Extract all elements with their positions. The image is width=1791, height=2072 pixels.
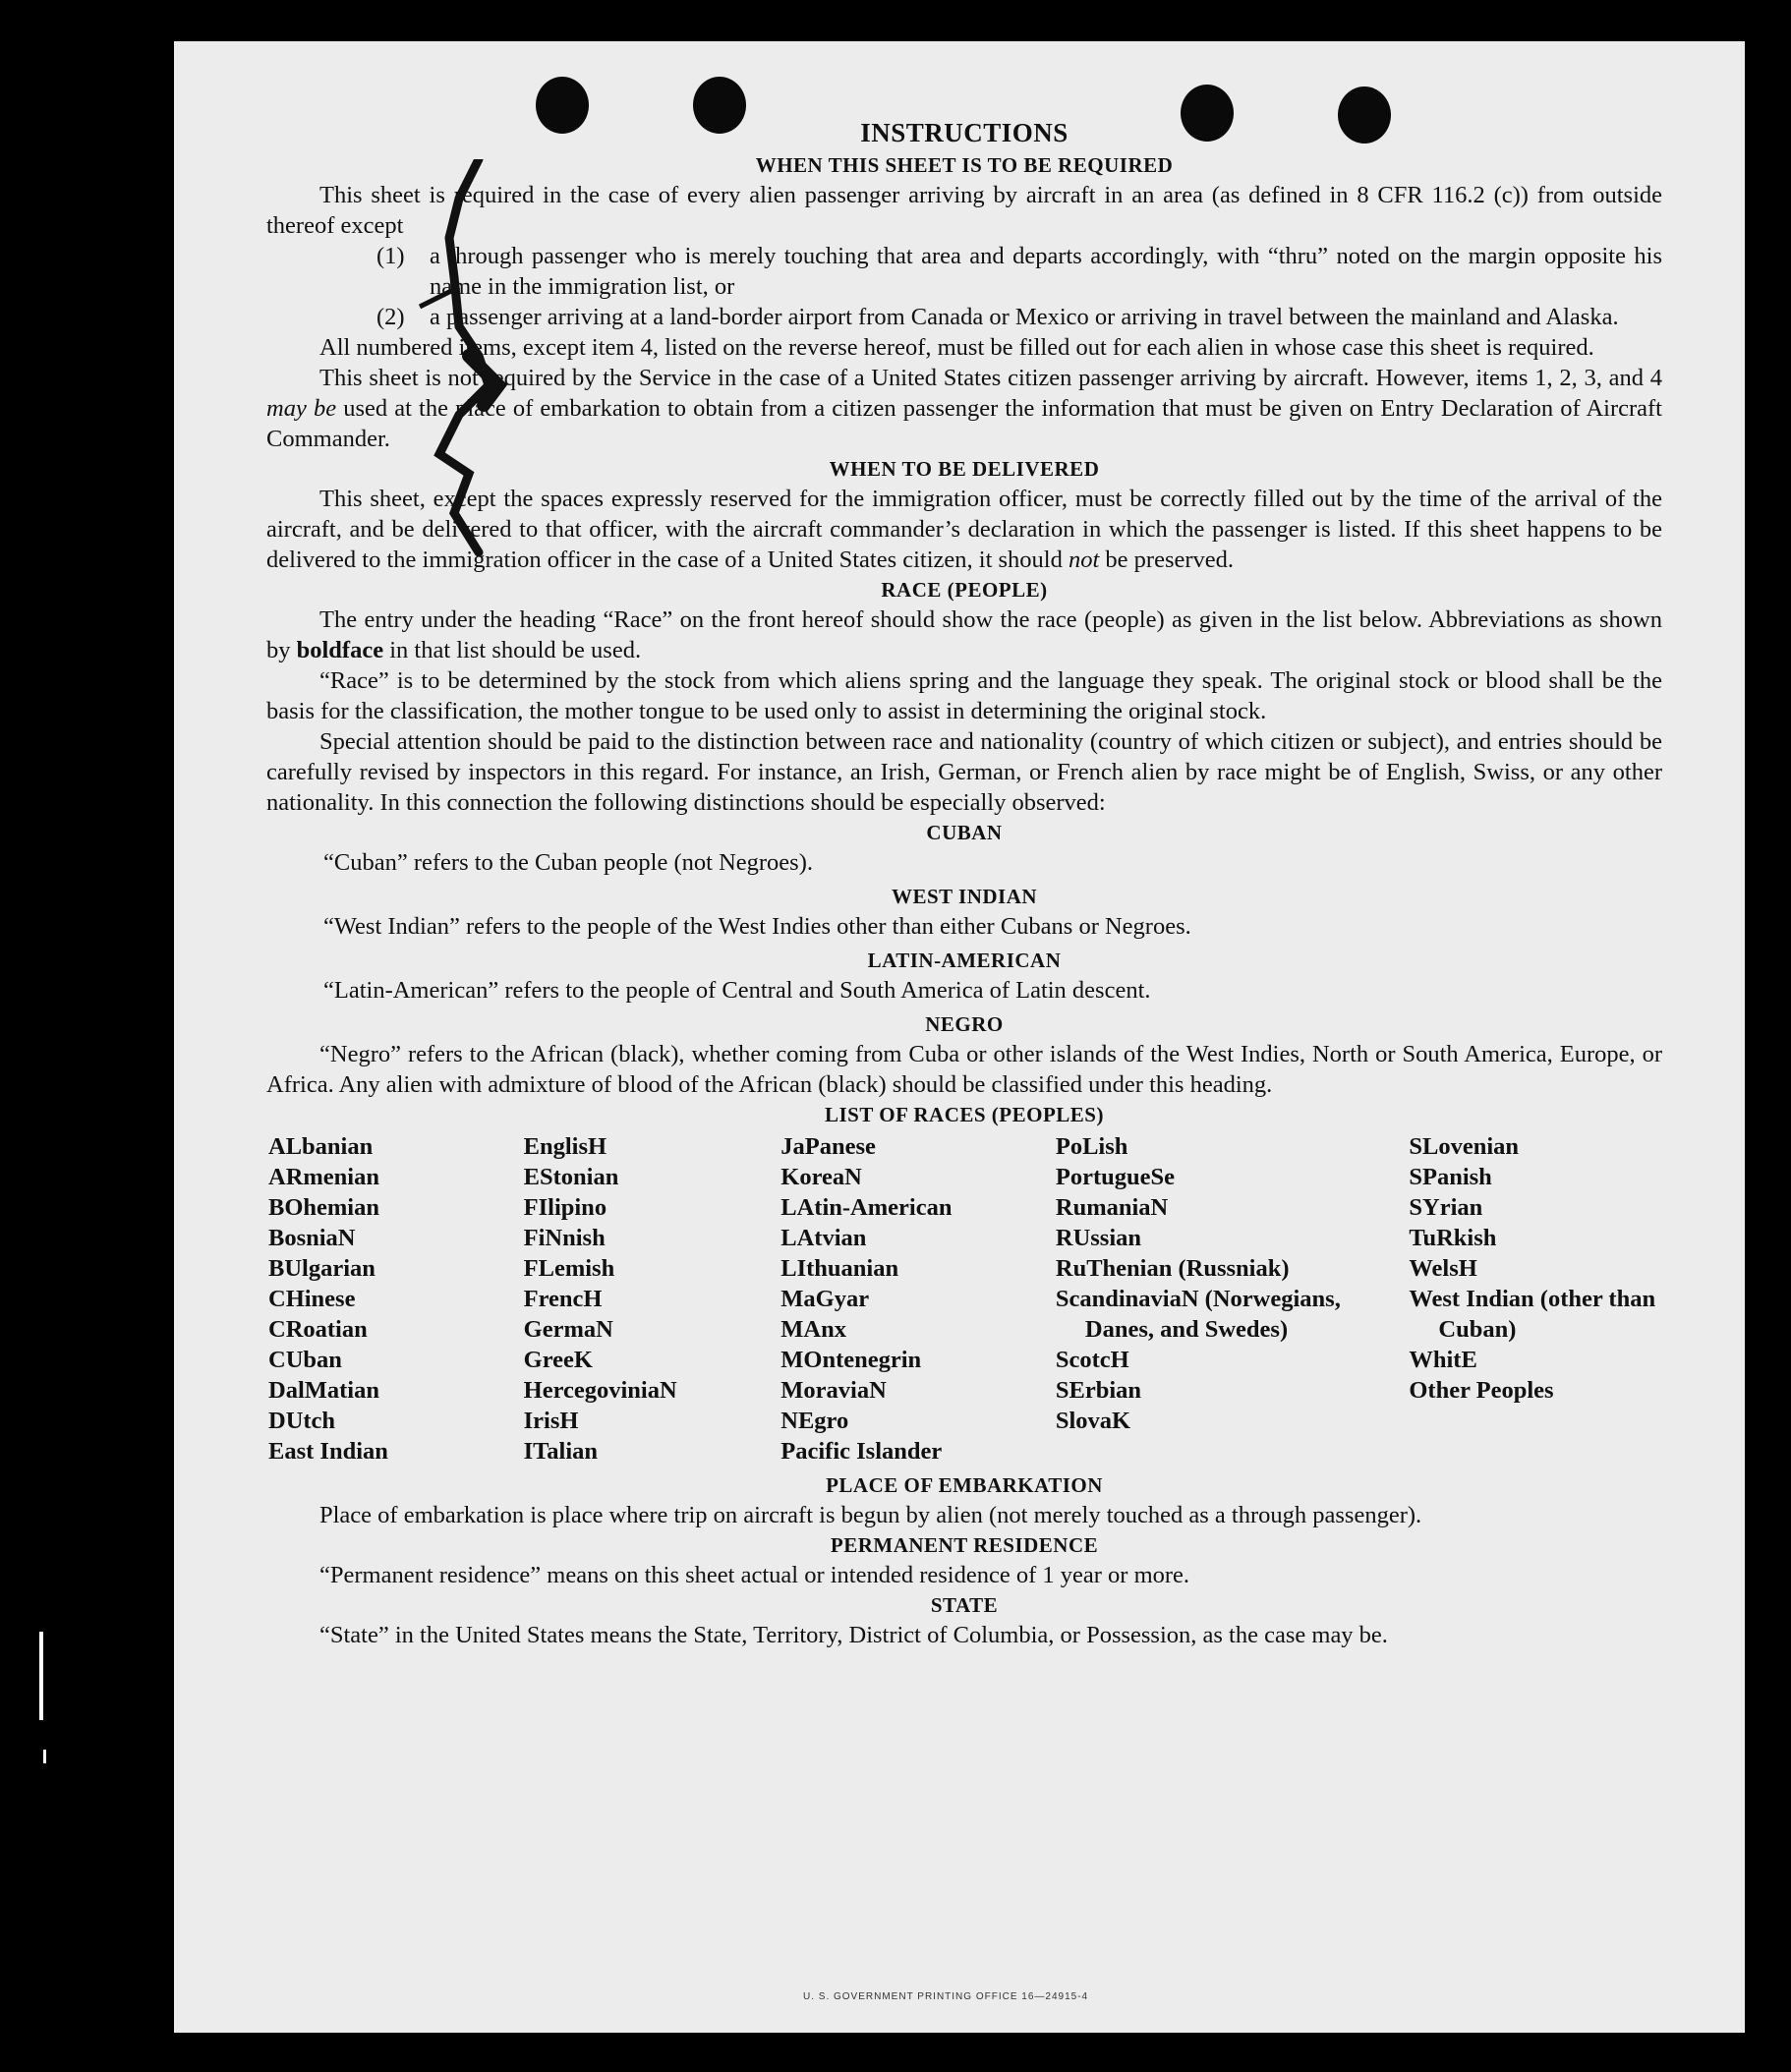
paragraph xyxy=(266,604,1662,665)
race-item: LAtvian xyxy=(780,1225,867,1251)
race-item: FLemish xyxy=(523,1255,615,1282)
race-item: BOhemian xyxy=(268,1194,379,1221)
paragraph: “Permanent residence” means on this sheet actual or intended residence of 1 year or more. xyxy=(319,1562,1190,1588)
race-item: ALbanian xyxy=(268,1133,374,1160)
bold-text: boldface xyxy=(296,637,384,663)
paragraph xyxy=(266,484,1662,575)
text-run: in that list should be used. xyxy=(383,637,642,663)
emphasis-text: not xyxy=(1068,547,1100,573)
race-item: TuRkish xyxy=(1409,1225,1497,1251)
definition-text: “West Indian” refers to the people of the West Indies other than either Cubans or Negroes. xyxy=(323,913,1191,940)
paragraph: “State” in the United States means the State, Territory, District of Columbia, or Possession, as the case may be. xyxy=(319,1622,1388,1648)
paragraph: “Race” is to be determined by the stock from which aliens spring and the language they speak. The original stock or blood shall be the basis for the classification, the mother tongue to be used only to assist in determining the original stock. xyxy=(266,667,1662,724)
race-item: SlovaK xyxy=(1055,1408,1131,1434)
printer-imprint: U. S. GOVERNMENT PRINTING OFFICE 16—24915-4 xyxy=(803,1991,1089,2002)
section-heading-race: RACE (PEOPLE) xyxy=(881,578,1048,602)
race-item: IrisH xyxy=(523,1408,579,1434)
section-heading-when-required: WHEN THIS SHEET IS TO BE REQUIRED xyxy=(755,153,1174,177)
race-item: EnglisH xyxy=(523,1133,607,1160)
race-item: LAtin-American xyxy=(780,1194,953,1221)
item-number: (1) xyxy=(376,243,405,269)
section-heading-cuban: CUBAN xyxy=(926,821,1003,844)
list-item xyxy=(376,302,1662,332)
race-item: RUssian xyxy=(1055,1225,1142,1251)
race-item: FIlipino xyxy=(523,1194,607,1221)
definition-text: “Negro” refers to the African (black), whether coming from Cuba or other islands of the West Indies, North or South America, Europe, or Africa. Any alien with admixture of blood of the African (black) should be classified under this heading. xyxy=(266,1041,1662,1098)
race-item: ITalian xyxy=(523,1438,599,1465)
race-item: PoLish xyxy=(1055,1133,1128,1160)
race-column xyxy=(1056,1131,1410,1467)
race-item: East Indian xyxy=(268,1438,388,1465)
race-item: ARmenian xyxy=(268,1164,379,1190)
race-item: Other Peoples xyxy=(1409,1377,1554,1404)
paragraph xyxy=(266,363,1662,454)
race-item: West Indian (other than Cuban) xyxy=(1409,1286,1656,1343)
race-item: ScotcH xyxy=(1055,1347,1129,1373)
paragraph: This sheet is required in the case of every alien passenger arriving by aircraft in an area (as defined in 8 CFR 116.2 (c)) from outside thereof except xyxy=(266,182,1662,239)
section-heading-embarkation: PLACE OF EMBARKATION xyxy=(826,1473,1103,1497)
emphasis-text: may be xyxy=(266,395,337,422)
race-item: MAnx xyxy=(780,1316,846,1343)
scan-mark xyxy=(39,1632,43,1720)
race-item: MOntenegrin xyxy=(780,1347,922,1373)
item-text: a passenger arriving at a land-border airport from Canada or Mexico or arriving in travel between the mainland and Alaska. xyxy=(430,304,1619,330)
race-column xyxy=(1409,1131,1662,1467)
text-run: The entry under the heading “Race” on the front hereof should show the race (people) as given in the list below. Abbreviations as shown by xyxy=(266,606,1662,663)
race-item: RumaniaN xyxy=(1055,1194,1169,1221)
race-item: CHinese xyxy=(268,1286,356,1312)
race-item: SYrian xyxy=(1409,1194,1483,1221)
section-heading-state: STATE xyxy=(930,1593,999,1617)
instructions-content xyxy=(266,118,1662,1650)
race-item: CRoatian xyxy=(268,1316,368,1343)
race-item: RuThenian (Russniak) xyxy=(1055,1255,1290,1282)
text-run: be preserved. xyxy=(1099,547,1235,573)
race-item: ScandinaviaN (Norwegians, Danes, and Swedes) xyxy=(1055,1286,1341,1343)
race-item: EStonian xyxy=(523,1164,619,1190)
race-item: SLovenian xyxy=(1409,1133,1520,1160)
race-column xyxy=(780,1131,1056,1467)
race-item: MaGyar xyxy=(780,1286,870,1312)
race-item: WelsH xyxy=(1409,1255,1477,1282)
race-item: SPanish xyxy=(1409,1164,1492,1190)
paragraph: All numbered items, except item 4, listed on the reverse hereof, must be filled out for each alien in whose case this sheet is required. xyxy=(319,334,1594,361)
race-item: CUban xyxy=(268,1347,342,1373)
race-item: JaPanese xyxy=(780,1133,876,1160)
list-item xyxy=(376,241,1662,302)
scan-mark xyxy=(43,1750,46,1763)
text-run: This sheet is not required by the Service in the case of a United States citizen passenger arriving by aircraft. However, items 1, 2, 3, and 4 xyxy=(319,365,1662,391)
section-heading-when-delivered: WHEN TO BE DELIVERED xyxy=(829,457,1100,481)
race-item: PortugueSe xyxy=(1055,1164,1175,1190)
race-column xyxy=(268,1131,524,1467)
race-item: DalMatian xyxy=(268,1377,379,1404)
paragraph: Place of embarkation is place where trip on aircraft is begun by alien (not merely touched as a through passenger). xyxy=(319,1502,1422,1528)
paragraph: Special attention should be paid to the distinction between race and nationality (country of which citizen or subject), and entries should be carefully revised by inspectors in this regard. For instance, an Irish, German, or French alien by race might be of English, Swiss, or any other nationality. In this connection the following distinctions should be especially observed: xyxy=(266,728,1662,816)
race-item: LIthuanian xyxy=(780,1255,899,1282)
race-item: Pacific Islander xyxy=(780,1438,943,1465)
race-item: DUtch xyxy=(268,1408,336,1434)
page-title: INSTRUCTIONS xyxy=(860,118,1069,147)
text-run: used at the place of embarkation to obtain from a citizen passenger the information that must be given on Entry Declaration of Aircraft Commander. xyxy=(266,395,1662,452)
section-heading-residence: PERMANENT RESIDENCE xyxy=(830,1533,1099,1557)
item-number: (2) xyxy=(376,304,405,330)
race-item: FiNnish xyxy=(523,1225,606,1251)
race-item: MoraviaN xyxy=(780,1377,887,1404)
section-heading-negro: NEGRO xyxy=(925,1012,1004,1036)
item-text: a through passenger who is merely touching that area and departs accordingly, with “thru” noted on the margin opposite his name in the immigration list, or xyxy=(430,243,1662,300)
race-item: HercegoviniaN xyxy=(523,1377,677,1404)
race-item: BUlgarian xyxy=(268,1255,376,1282)
race-item: WhitE xyxy=(1409,1347,1477,1373)
race-item: SErbian xyxy=(1055,1377,1142,1404)
section-heading-west-indian: WEST INDIAN xyxy=(891,885,1038,908)
race-item: GreeK xyxy=(523,1347,593,1373)
race-item: KoreaN xyxy=(780,1164,862,1190)
document-sheet xyxy=(174,41,1745,2033)
definition-text: “Cuban” refers to the Cuban people (not Negroes). xyxy=(323,849,813,876)
race-list xyxy=(268,1131,1662,1467)
definition-text: “Latin-American” refers to the people of Central and South America of Latin descent. xyxy=(323,977,1151,1004)
text-run: This sheet, except the spaces expressly reserved for the immigration officer, must be correctly filled out by the time of the arrival of the aircraft, and be delivered to that officer, with the aircraft commander’s declaration in which the passenger is listed. If this sheet happens to be delivered to the immigration officer in the case of a United States citizen, it should xyxy=(266,486,1662,573)
race-item: NEgro xyxy=(780,1408,849,1434)
section-heading-list-of-races: LIST OF RACES (PEOPLES) xyxy=(825,1103,1104,1126)
race-column xyxy=(524,1131,781,1467)
race-item: BosniaN xyxy=(268,1225,356,1251)
race-item: GermaN xyxy=(523,1316,613,1343)
race-item: FrencH xyxy=(523,1286,603,1312)
section-heading-latin-american: LATIN-AMERICAN xyxy=(867,949,1062,972)
